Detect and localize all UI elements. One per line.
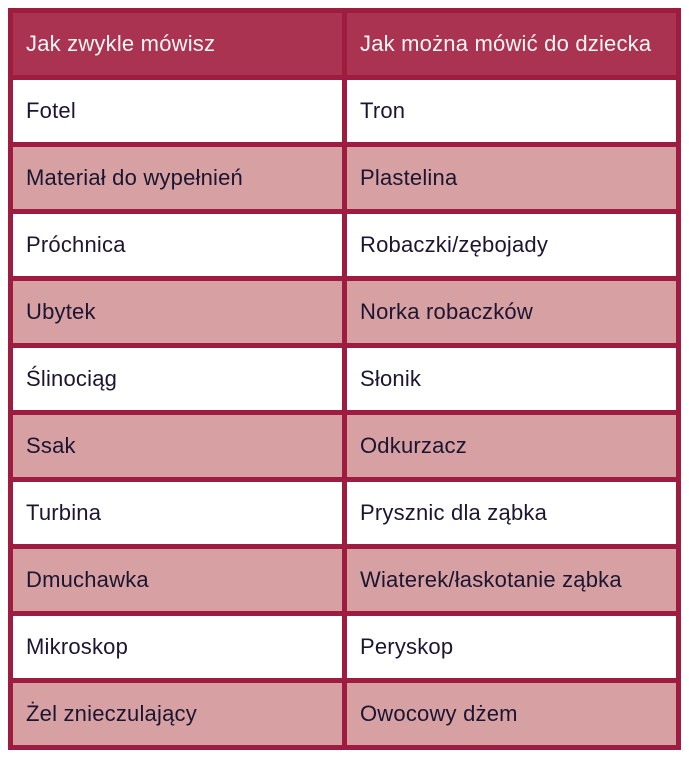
table-body (11, 78, 679, 748)
table-row (11, 413, 679, 480)
table-cell: Mikroskop (11, 614, 345, 681)
table-row (11, 78, 679, 145)
table-cell: Ubytek (11, 279, 345, 346)
table-cell: Fotel (11, 78, 345, 145)
table-cell: Ślinociąg (11, 346, 345, 413)
header-cell-usual: Jak zwykle mówisz (11, 11, 345, 78)
table-cell: Ssak (11, 413, 345, 480)
table-cell: Tron (345, 78, 679, 145)
translation-table (8, 8, 681, 750)
table-row (11, 279, 679, 346)
table-row (11, 145, 679, 212)
table-cell: Turbina (11, 480, 345, 547)
table-cell: Wiaterek/łaskotanie ząbka (345, 547, 679, 614)
table-cell: Robaczki/zębojady (345, 212, 679, 279)
table-row (11, 480, 679, 547)
table-row (11, 681, 679, 748)
table-cell: Odkurzacz (345, 413, 679, 480)
table-cell: Prysznic dla ząbka (345, 480, 679, 547)
table-cell: Plastelina (345, 145, 679, 212)
table-cell: Żel znieczulający (11, 681, 345, 748)
header-row (11, 11, 679, 78)
table-cell: Norka robaczków (345, 279, 679, 346)
table-cell: Dmuchawka (11, 547, 345, 614)
table-row (11, 614, 679, 681)
table-cell: Słonik (345, 346, 679, 413)
table-cell: Owocowy dżem (345, 681, 679, 748)
table-cell: Materiał do wypełnień (11, 145, 345, 212)
table-cell: Próchnica (11, 212, 345, 279)
table-header (11, 11, 679, 78)
table-cell: Peryskop (345, 614, 679, 681)
table-row (11, 346, 679, 413)
table-row (11, 212, 679, 279)
table-row (11, 547, 679, 614)
header-cell-child: Jak można mówić do dziecka (345, 11, 679, 78)
